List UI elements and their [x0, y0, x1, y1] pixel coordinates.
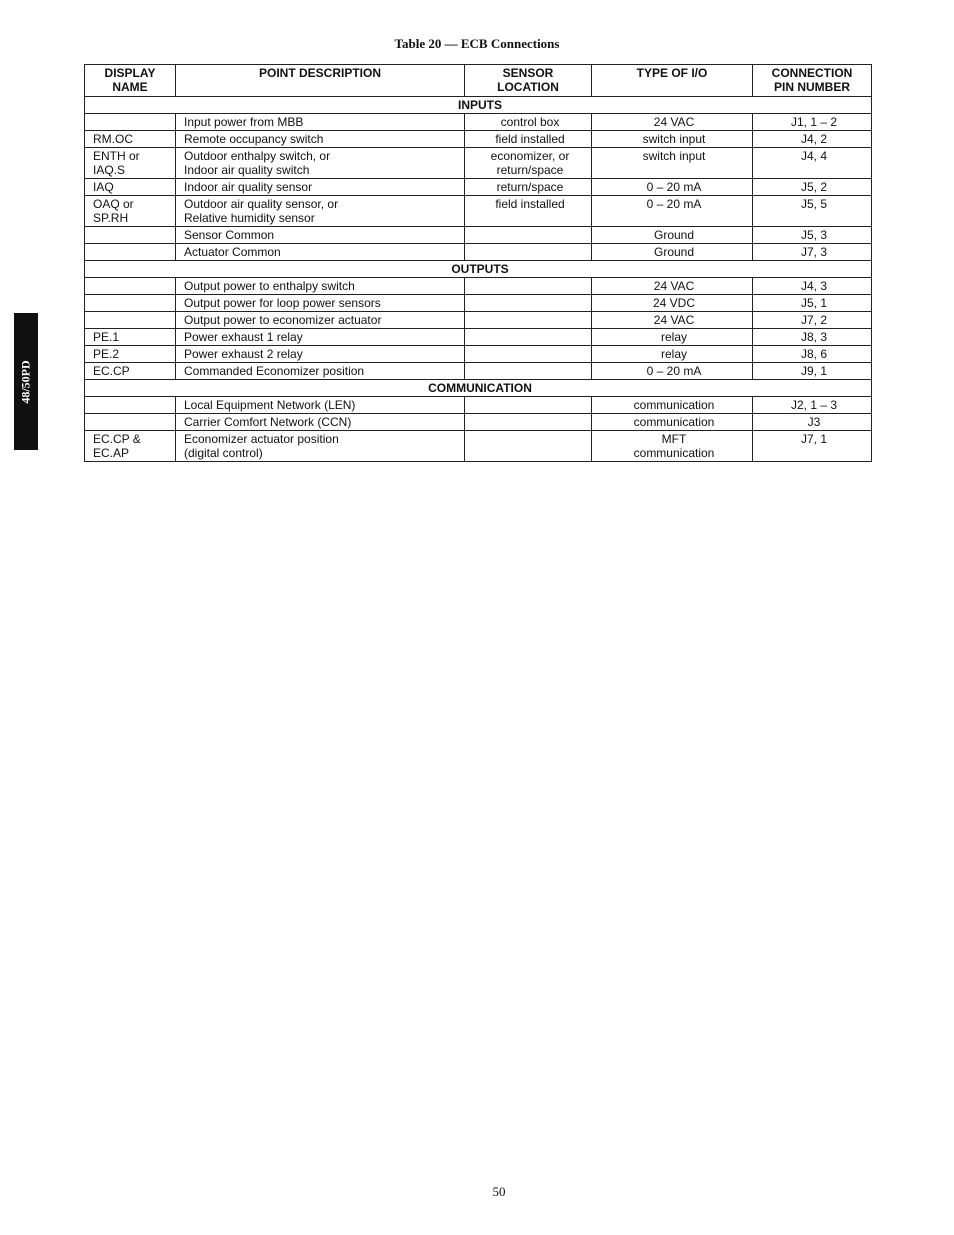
table-row — [85, 244, 872, 261]
io-type-cell: communication — [592, 397, 753, 414]
display-name-cell: ENTH or IAQ.S — [85, 148, 176, 179]
description-cell: Indoor air quality sensor — [176, 179, 465, 196]
io-type-cell: Ground — [592, 244, 753, 261]
io-type-cell: MFT communication — [592, 431, 753, 462]
display-name-cell: IAQ — [85, 179, 176, 196]
description-cell: Economizer actuator position (digital control) — [176, 431, 465, 462]
description-cell: Outdoor enthalpy switch, or Indoor air quality switch — [176, 148, 465, 179]
description-cell: Outdoor air quality sensor, or Relative humidity sensor — [176, 196, 465, 227]
section-label: INPUTS — [85, 97, 872, 114]
pin-number-cell: J2, 1 – 3 — [753, 397, 872, 414]
pin-number-cell: J3 — [753, 414, 872, 431]
header-point-description: POINT DESCRIPTION — [176, 65, 465, 97]
table-row — [85, 179, 872, 196]
table-row — [85, 227, 872, 244]
display-name-cell — [85, 278, 176, 295]
display-name-cell: PE.2 — [85, 346, 176, 363]
pin-number-cell: J4, 2 — [753, 131, 872, 148]
sensor-location-cell: return/space — [465, 179, 592, 196]
table-row — [85, 196, 872, 227]
section-label: OUTPUTS — [85, 261, 872, 278]
display-name-cell: OAQ or SP.RH — [85, 196, 176, 227]
description-cell: Sensor Common — [176, 227, 465, 244]
display-name-cell — [85, 312, 176, 329]
table-row — [85, 278, 872, 295]
description-cell: Output power to economizer actuator — [176, 312, 465, 329]
table-row — [85, 114, 872, 131]
description-cell: Remote occupancy switch — [176, 131, 465, 148]
section-label: COMMUNICATION — [85, 380, 872, 397]
sensor-location-cell — [465, 244, 592, 261]
sensor-location-cell — [465, 414, 592, 431]
sensor-location-cell — [465, 227, 592, 244]
sensor-location-cell — [465, 329, 592, 346]
io-type-cell: 0 – 20 mA — [592, 363, 753, 380]
io-type-cell: 24 VDC — [592, 295, 753, 312]
pin-number-cell: J4, 4 — [753, 148, 872, 179]
table-header-row — [85, 65, 872, 97]
table-row — [85, 131, 872, 148]
sensor-location-cell: field installed — [465, 131, 592, 148]
description-cell: Carrier Comfort Network (CCN) — [176, 414, 465, 431]
ecb-connections-table — [84, 64, 872, 462]
section-row — [85, 261, 872, 278]
table-row — [85, 397, 872, 414]
side-tab-label: 48/50PD — [18, 359, 33, 404]
table-body — [85, 97, 872, 462]
table-row — [85, 148, 872, 179]
pin-number-cell: J7, 2 — [753, 312, 872, 329]
page-number: 50 — [492, 1184, 506, 1199]
description-cell: Output power for loop power sensors — [176, 295, 465, 312]
sensor-location-cell: field installed — [465, 196, 592, 227]
header-connection-pin: CONNECTION PIN NUMBER — [753, 65, 872, 97]
display-name-cell — [85, 397, 176, 414]
io-type-cell: 0 – 20 mA — [592, 196, 753, 227]
sensor-location-cell — [465, 431, 592, 462]
pin-number-cell: J9, 1 — [753, 363, 872, 380]
io-type-cell: communication — [592, 414, 753, 431]
description-cell: Input power from MBB — [176, 114, 465, 131]
sensor-location-cell — [465, 363, 592, 380]
sensor-location-cell: economizer, or return/space — [465, 148, 592, 179]
section-row — [85, 380, 872, 397]
io-type-cell: relay — [592, 346, 753, 363]
table-title: Table 20 — ECB Connections — [394, 36, 560, 51]
pin-number-cell: J5, 2 — [753, 179, 872, 196]
pin-number-cell: J5, 5 — [753, 196, 872, 227]
display-name-cell: PE.1 — [85, 329, 176, 346]
header-type-of-io: TYPE OF I/O — [592, 65, 753, 97]
pin-number-cell: J7, 1 — [753, 431, 872, 462]
header-display-name: DISPLAY NAME — [85, 65, 176, 97]
io-type-cell: switch input — [592, 148, 753, 179]
pin-number-cell: J5, 1 — [753, 295, 872, 312]
table-row — [85, 346, 872, 363]
table-row — [85, 312, 872, 329]
table-row — [85, 295, 872, 312]
pin-number-cell: J5, 3 — [753, 227, 872, 244]
io-type-cell: Ground — [592, 227, 753, 244]
table-row — [85, 414, 872, 431]
io-type-cell: 24 VAC — [592, 312, 753, 329]
pin-number-cell: J4, 3 — [753, 278, 872, 295]
description-cell: Output power to enthalpy switch — [176, 278, 465, 295]
io-type-cell: switch input — [592, 131, 753, 148]
pin-number-cell: J8, 6 — [753, 346, 872, 363]
description-cell: Actuator Common — [176, 244, 465, 261]
display-name-cell: RM.OC — [85, 131, 176, 148]
display-name-cell — [85, 414, 176, 431]
display-name-cell: EC.CP — [85, 363, 176, 380]
pin-number-cell: J1, 1 – 2 — [753, 114, 872, 131]
display-name-cell: EC.CP & EC.AP — [85, 431, 176, 462]
section-row — [85, 97, 872, 114]
display-name-cell — [85, 295, 176, 312]
table-row — [85, 363, 872, 380]
table-row — [85, 431, 872, 462]
io-type-cell: 24 VAC — [592, 278, 753, 295]
display-name-cell — [85, 244, 176, 261]
description-cell: Local Equipment Network (LEN) — [176, 397, 465, 414]
sensor-location-cell — [465, 278, 592, 295]
description-cell: Power exhaust 1 relay — [176, 329, 465, 346]
sensor-location-cell — [465, 295, 592, 312]
display-name-cell — [85, 227, 176, 244]
io-type-cell: 0 – 20 mA — [592, 179, 753, 196]
pin-number-cell: J7, 3 — [753, 244, 872, 261]
io-type-cell: 24 VAC — [592, 114, 753, 131]
sensor-location-cell — [465, 312, 592, 329]
description-cell: Commanded Economizer position — [176, 363, 465, 380]
side-tab — [14, 313, 38, 450]
description-cell: Power exhaust 2 relay — [176, 346, 465, 363]
io-type-cell: relay — [592, 329, 753, 346]
sensor-location-cell — [465, 397, 592, 414]
sensor-location-cell: control box — [465, 114, 592, 131]
table-row — [85, 329, 872, 346]
header-sensor-location: SENSOR LOCATION — [465, 65, 592, 97]
pin-number-cell: J8, 3 — [753, 329, 872, 346]
display-name-cell — [85, 114, 176, 131]
sensor-location-cell — [465, 346, 592, 363]
